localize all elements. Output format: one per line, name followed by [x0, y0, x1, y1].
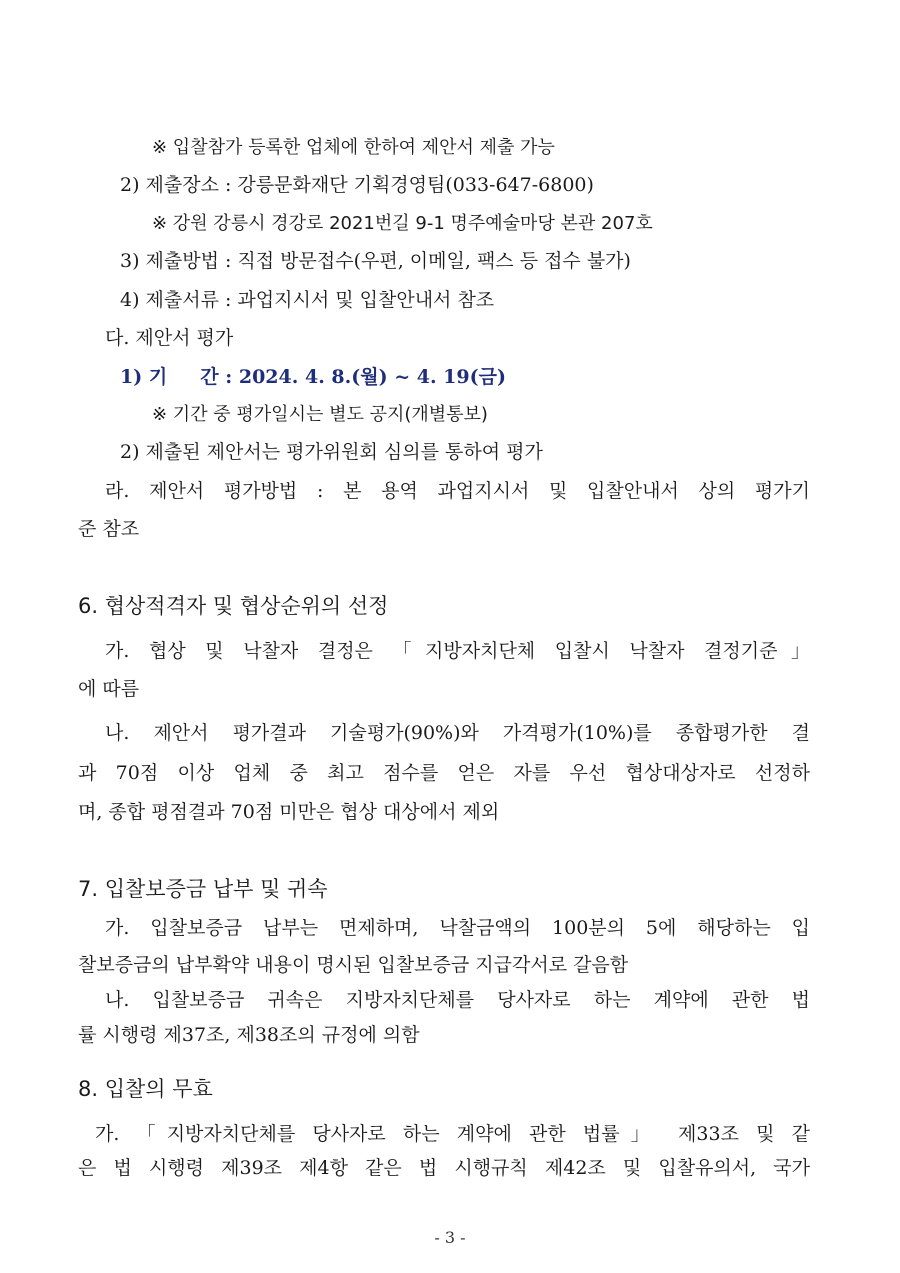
evaluation-period — [120, 365, 506, 389]
section7-a-line2: 찰보증금의 납부확약 내용이 명시된 입찰보증금 지급각서로 갈음함 — [78, 954, 629, 976]
section8-a-line1: 가. 「지방자치단체를 당사자로 하는 계약에 관한 법률」 제33조 및 같 — [95, 1123, 810, 1145]
period-label: 1) 기 간 : — [120, 366, 239, 388]
address-note: ※ 강원 강릉시 경강로 2021번길 9-1 명주예술마당 본관 207호 — [152, 213, 653, 234]
section7-b-line2: 률 시행령 제37조, 제38조의 규정에 의함 — [78, 1024, 420, 1046]
section8-a-line2: 은 법 시행령 제39조 제4항 같은 법 시행규칙 제42조 및 입찰유의서, 국가 — [78, 1157, 810, 1179]
section8-heading: 8. 입찰의 무효 — [78, 1077, 213, 1101]
section7-a-line1: 가. 입찰보증금 납부는 면제하며, 낙찰금액의 100분의 5에 해당하는 입 — [105, 917, 810, 939]
section7-b-line1: 나. 입찰보증금 귀속은 지방자치단체를 당사자로 하는 계약에 관한 법 — [105, 989, 810, 1011]
section6-a-line1: 가. 협상 및 낙찰자 결정은 「지방자치단체 입찰시 낙찰자 결정기준」 — [105, 640, 810, 662]
evaluation-method-line2: 준 참조 — [78, 518, 140, 540]
section6-b-line1: 나. 제안서 평가결과 기술평가(90%)와 가격평가(10%)를 종합평가한 결 — [105, 722, 810, 744]
note-bid-registration: ※ 입찰참가 등록한 업체에 한하여 제안서 제출 가능 — [152, 137, 555, 158]
period-value: 2024. 4. 8.(월) ~ 4. 19(금) — [238, 366, 506, 388]
section7-heading: 7. 입찰보증금 납부 및 귀속 — [78, 877, 328, 901]
section6-heading: 6. 협상적격자 및 협상순위의 선정 — [78, 594, 389, 618]
evaluation-committee: 2) 제출된 제안서는 평가위원회 심의를 통하여 평가 — [120, 441, 543, 463]
section6-b-line2: 과 70점 이상 업체 중 최고 점수를 얻은 자를 우선 협상대상자로 선정하 — [78, 762, 810, 784]
submission-method: 3) 제출방법 : 직접 방문접수(우편, 이메일, 팩스 등 접수 불가) — [120, 250, 631, 272]
proposal-evaluation-title: 다. 제안서 평가 — [105, 327, 234, 349]
submission-place: 2) 제출장소 : 강릉문화재단 기획경영팀(033-647-6800) — [120, 174, 594, 196]
period-note: ※ 기간 중 평가일시는 별도 공지(개별통보) — [152, 404, 488, 425]
submission-docs: 4) 제출서류 : 과업지시서 및 입찰안내서 참조 — [120, 289, 495, 311]
evaluation-method-line1: 라. 제안서 평가방법 : 본 용역 과업지시서 및 입찰안내서 상의 평가기 — [105, 480, 810, 502]
page-number: - 3 - — [434, 1228, 466, 1247]
section6-a-line2: 에 따름 — [78, 678, 140, 700]
section6-b-line3: 며, 종합 평점결과 70점 미만은 협상 대상에서 제외 — [78, 801, 500, 823]
